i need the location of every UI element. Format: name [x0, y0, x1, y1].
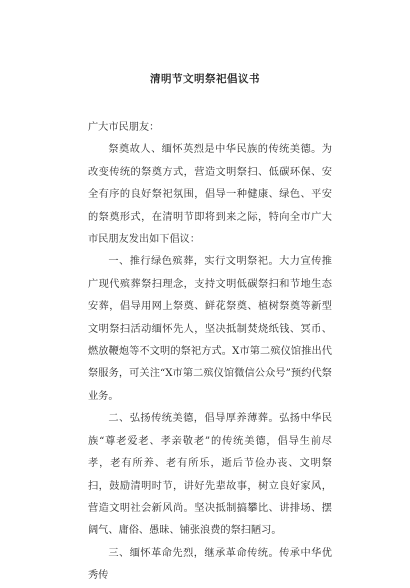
- greeting: 广大市民朋友：: [88, 122, 160, 133]
- document-title: 清明节文明祭祀倡议书: [150, 73, 260, 85]
- paragraph-2: 二、弘扬传统美德，倡导厚养薄葬。弘扬中华民族“尊老爱老、孝亲敬老”的传统美德，倡导生前尽孝，老有所养、老有所乐，逝后节俭办丧、文明祭扫，鼓励清明时节，讲好先辈故事，树立良好家风，营造文明社会新风尚。坚决抵制搞攀比、讲排场、摆阔气、庸俗、愚昧、铺张浪费的祭扫陋习。: [88, 413, 332, 537]
- paragraph-intro: 祭奠故人、缅怀英烈是中华民族的传统美德。为改变传统的祭奠方式，营造文明祭扫、低碳环保、安全有序的良好祭祀氛围，倡导一种健康、绿色、平安的祭奠形式，在清明节即将到来之际，特向全市广大市民朋友发出如下倡议：: [88, 144, 332, 246]
- paragraph-1: 一、推行绿色殡葬，实行文明祭祀。大力宣传推广现代殡葬祭扫理念，支持文明低碳祭扫和节地生态安葬，倡导用网上祭奠、鲜花祭奠、植树祭奠等新型文明祭扫活动缅怀先人，坚决抵制焚烧纸钱、冥币、燃放鞭炮等不文明的祭祀方式。X市第二殡仪馆推出代祭服务，可关注“X市第二殡仪馆微信公众号”预约代祭业务。: [88, 256, 332, 402]
- paragraph-3: 三、缅怀革命先烈，继承革命传统。传承中华优秀传: [88, 547, 332, 582]
- document-body: [88, 117, 332, 588]
